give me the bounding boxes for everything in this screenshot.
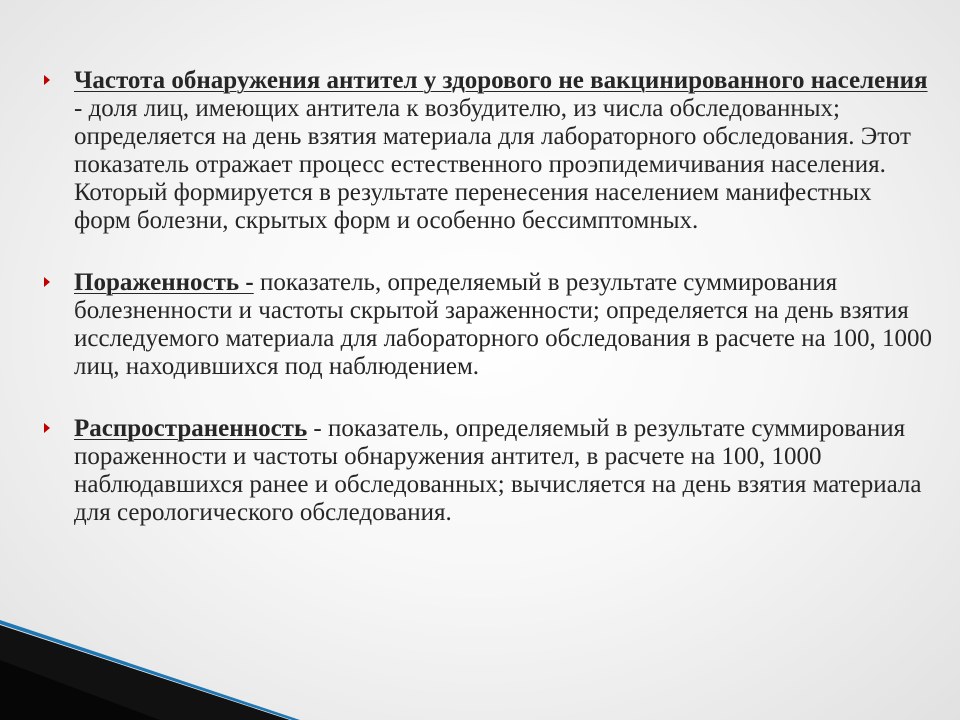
bullet-item-affection — [44, 269, 934, 381]
corner-black-wedge — [0, 625, 290, 720]
bullet-item-prevalence — [44, 415, 934, 527]
term-prevalence: Распространенность — [74, 415, 308, 442]
bullet-item-antibody-frequency — [44, 67, 934, 235]
term-antibody-frequency: Частота обнаружения антител у здорового не вакцинированного населения — [74, 67, 928, 94]
corner-dark-shade — [0, 660, 160, 720]
triangle-bullet-icon — [44, 277, 50, 287]
corner-blue-stripe — [0, 620, 300, 720]
definition-prevalence: - показатель, определяемый в результате суммирования пораженности и частоты обнаружения антител, в расчете на 100, 1000 наблюдавшихся ранее и обследованных; вычисляется на день взятия материала для серологического обследования. — [74, 415, 922, 526]
corner-decoration — [0, 600, 960, 720]
triangle-bullet-icon — [44, 75, 50, 85]
triangle-bullet-icon — [44, 423, 50, 433]
definition-affection: показатель, определяемый в результате суммирования болезненности и частоты скрытой зараженности; определяется на день взятия исследуемого материала для лабораторного обследования в расчете на 100, 1000 лиц, находившихся под наблюдением. — [74, 269, 932, 380]
term-affection: Пораженность - — [74, 269, 254, 296]
definition-antibody-frequency: - доля лиц, имеющих антитела к возбудителю, из числа обследованных; определяется на день взятия материала для лабораторного обследования. Этот показатель отражает процесс естественного проэпидемичивания населения. Который формируется в результате перенесения населением манифестных форм болезни, скрытых форм и особенно бессимптомных. — [74, 95, 911, 234]
slide-content — [44, 67, 934, 527]
